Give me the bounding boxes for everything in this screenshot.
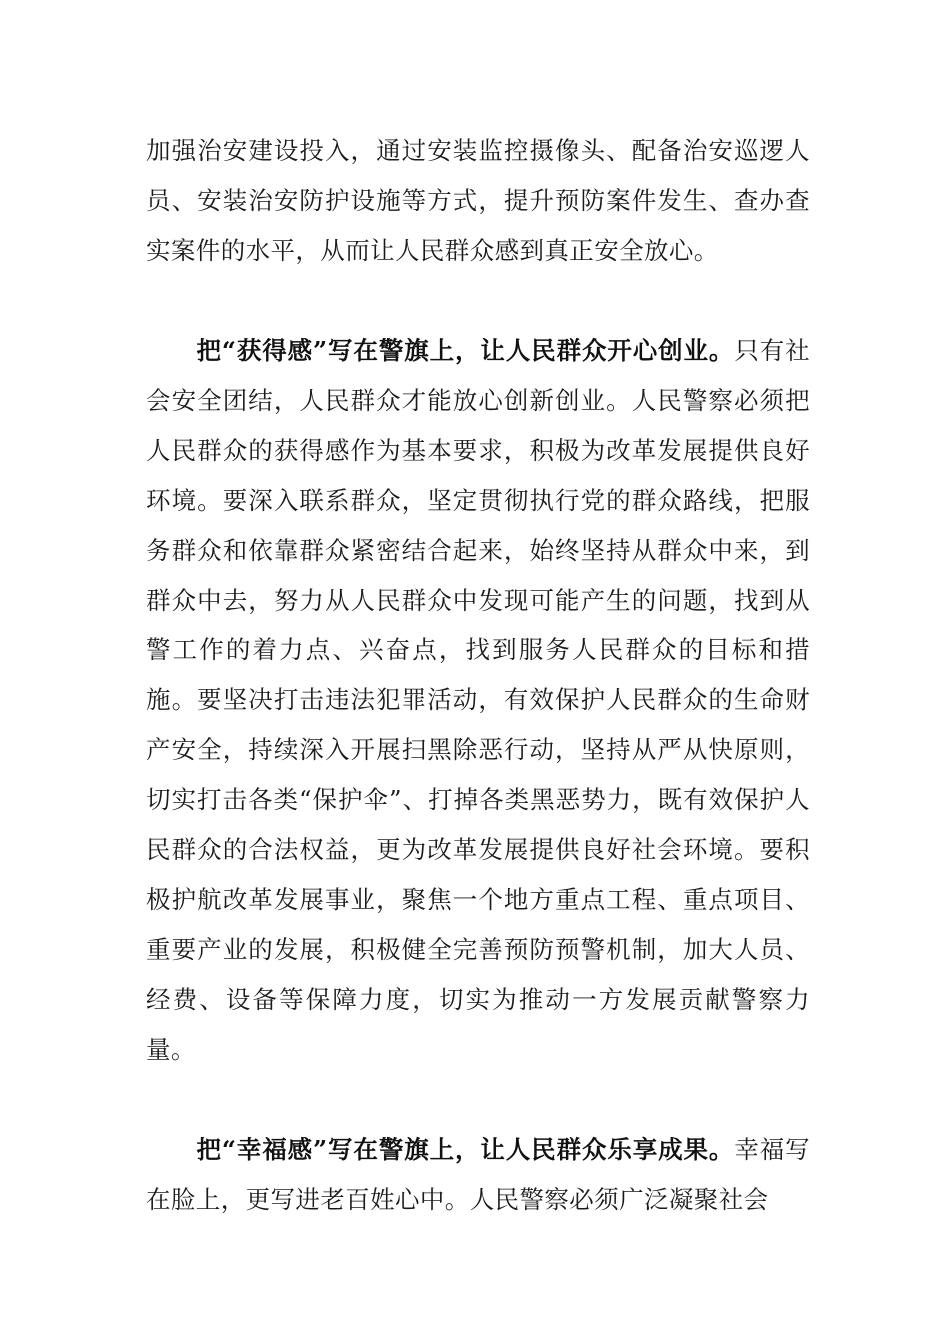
paragraph-happiness-sense — [146, 1125, 810, 1225]
paragraph-heading: 把“幸福感”写在警旗上，让人民群众乐享成果。 — [196, 1135, 735, 1164]
paragraph-body: 只有社会安全团结，人民群众才能放心创新创业。人民警察必须把人民群众的获得感作为基本要求，积极为改革发展提供良好环境。要深入联系群众，坚定贯彻执行党的群众路线，把服务群众和依靠群众紧密结合起来，始终坚持从群众中来，到群众中去，努力从人民群众中发现可能产生的问题，找到从警工作的着力点、兴奋点，找到服务人民群众的目标和措施。要坚决打击违法犯罪活动，有效保护人民群众的生命财产安全，持续深入开展扫黑除恶行动，坚持从严从快原则，切实打击各类“保护伞”、打掉各类黑恶势力，既有效保护人民群众的合法权益，更为改革发展提供良好社会环境。要积极护航改革发展事业，聚焦一个地方重点工程、重点项目、重要产业的发展，积极健全完善预防预警机制，加大人员、经费、设备等保障力度，切实为推动一方发展贡献警察力量。 — [146, 336, 810, 1064]
paragraph-body: 加强治安建设投入，通过安装监控摄像头、配备治安巡逻人员、安装治安防护设施等方式，提升预防案件发生、查办查实案件的水平，从而让人民群众感到真正安全放心。 — [146, 136, 810, 265]
paragraph-gain-sense — [146, 326, 810, 1075]
paragraph-body: 幸福写在脸上，更写进老百姓心中。人民警察必须广泛凝聚社会 — [146, 1135, 810, 1214]
paragraph-heading: 把“获得感”写在警旗上，让人民群众开心创业。 — [196, 336, 735, 365]
paragraph-continuation — [146, 126, 810, 276]
